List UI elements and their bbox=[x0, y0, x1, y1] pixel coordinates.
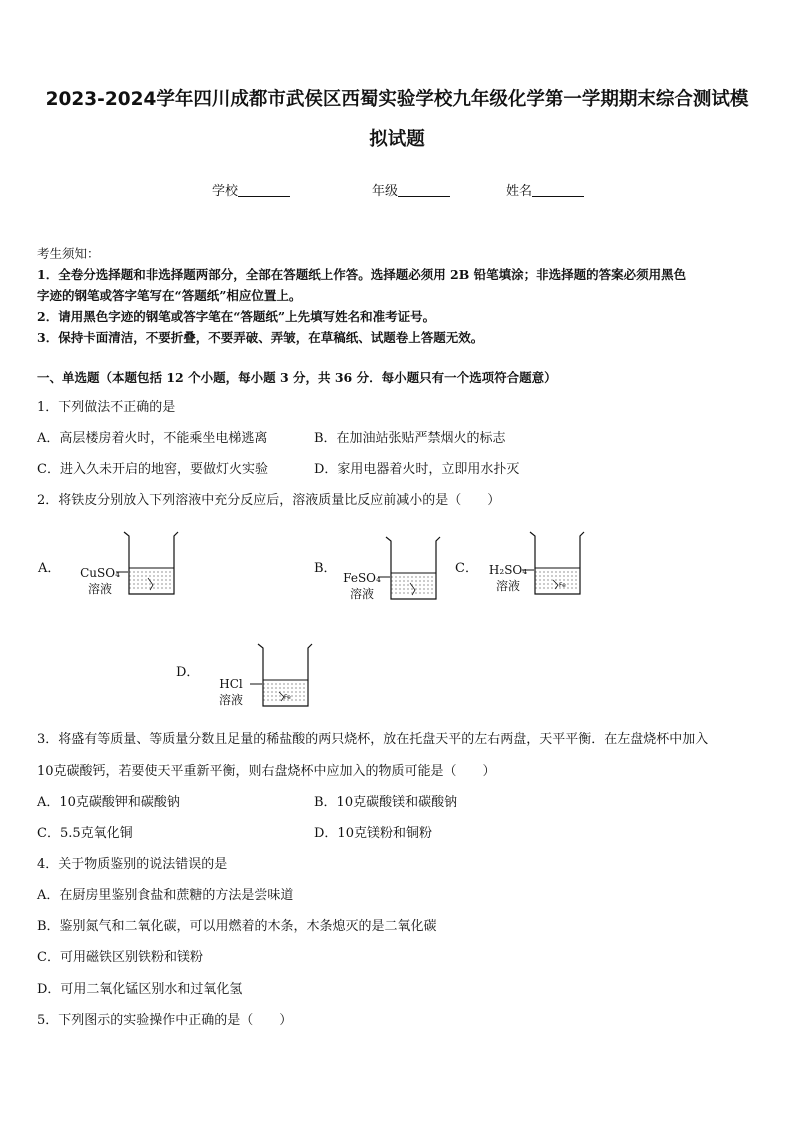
q2-option-b-beaker-diagram[interactable] bbox=[378, 535, 442, 601]
q1-option-a[interactable]: A．高层楼房着火时，不能乘坐电梯逃离 bbox=[37, 431, 268, 446]
q2-option-c-beaker-diagram[interactable] bbox=[522, 530, 586, 596]
q2-option-c-letter[interactable]: C． bbox=[455, 561, 478, 576]
q3-option-d[interactable]: D．10克镁粉和铜粉 bbox=[314, 826, 432, 841]
name-blank[interactable] bbox=[532, 182, 584, 197]
question-3-stem-line1: 3．将盛有等质量、等质量分数且足量的稀盐酸的两只烧杯，放在托盘天平的左右两盘，天平平衡．在左盘烧杯中加入 bbox=[37, 732, 709, 747]
q2-b-word: 溶液 bbox=[349, 587, 374, 601]
q2-d-solute: HCl bbox=[219, 677, 243, 691]
grade-field[interactable] bbox=[372, 180, 450, 199]
notice-item: 3．保持卡面清洁，不要折叠，不要弄破、弄皱，在草稿纸、试题卷上答题无效。 bbox=[37, 330, 484, 345]
grade-blank[interactable] bbox=[398, 182, 450, 197]
q2-option-b-letter[interactable]: B． bbox=[314, 561, 337, 576]
name-field[interactable] bbox=[506, 180, 584, 199]
q4-option-b[interactable]: B．鉴别氮气和二氧化碳，可以用燃着的木条，木条熄灭的是二氧化碳 bbox=[37, 919, 437, 934]
q3-option-b[interactable]: B．10克碳酸镁和碳酸钠 bbox=[314, 795, 458, 810]
q2-option-d-label bbox=[212, 676, 250, 708]
page-title-line2: 拟试题 bbox=[369, 129, 425, 150]
school-field[interactable] bbox=[212, 180, 290, 199]
q2-c-word: 溶液 bbox=[495, 579, 520, 593]
q1-option-c[interactable]: C．进入久未开启的地窖，要做灯火实验 bbox=[37, 462, 268, 477]
q2-a-word: 溶液 bbox=[87, 582, 112, 596]
page-title-line1: 2023-2024学年四川成都市武侯区西蜀实验学校九年级化学第一学期期末综合测试模 bbox=[45, 89, 749, 110]
q2-option-a-beaker-diagram[interactable] bbox=[116, 530, 180, 596]
q1-option-b[interactable]: B．在加油站张贴严禁烟火的标志 bbox=[314, 431, 506, 446]
q2-option-a-letter[interactable]: A． bbox=[38, 561, 61, 576]
q4-option-d[interactable]: D．可用二氧化锰区别水和过氧化氢 bbox=[37, 982, 243, 997]
q4-option-a[interactable]: A．在厨房里鉴别食盐和蔗糖的方法是尝味道 bbox=[37, 888, 294, 903]
school-label: 学校 bbox=[212, 184, 239, 199]
q2-option-d-letter[interactable]: D． bbox=[176, 665, 200, 680]
q2-d-metal-label: Fe bbox=[284, 694, 291, 701]
notice-item: 字迹的钢笔或答字笔写在“答题纸”相应位置上。 bbox=[37, 288, 302, 303]
name-label: 姓名 bbox=[506, 184, 533, 199]
q2-c-metal-label: Fe bbox=[559, 582, 566, 589]
q4-option-c[interactable]: C．可用磁铁区别铁粉和镁粉 bbox=[37, 950, 203, 965]
notice-item: 2．请用黑色字迹的钢笔或答字笔在“答题纸”上先填写姓名和准考证号。 bbox=[37, 309, 436, 324]
question-3-stem-line2: 10克碳酸钙，若要使天平重新平衡，则右盘烧杯中应加入的物质可能是（ ） bbox=[37, 764, 496, 779]
q2-a-solute: CuSO₄ bbox=[80, 566, 120, 580]
q2-d-word: 溶液 bbox=[218, 693, 243, 707]
q1-option-d[interactable]: D．家用电器着火时，立即用水扑灭 bbox=[314, 462, 520, 477]
q3-option-a[interactable]: A．10克碳酸钾和碳酸钠 bbox=[37, 795, 180, 810]
question-4-stem: 4．关于物质鉴别的说法错误的是 bbox=[37, 857, 228, 872]
notice-item: 1．全卷分选择题和非选择题两部分，全部在答题纸上作答。选择题必须用 2B 铅笔填涂；非选择题的答案必须用黑色 bbox=[37, 267, 687, 282]
q2-option-d-beaker-diagram[interactable] bbox=[250, 642, 314, 708]
q3-option-c[interactable]: C．5.5克氧化铜 bbox=[37, 826, 133, 841]
section-heading: 一、单选题（本题包括 12 个小题，每小题 3 分，共 36 分．每小题只有一个选项符合题意） bbox=[37, 370, 557, 385]
q2-c-solute: H₂SO₄ bbox=[488, 563, 528, 577]
notice-heading: 考生须知： bbox=[37, 246, 100, 261]
question-2-stem: 2．将铁皮分别放入下列溶液中充分反应后，溶液质量比反应前减小的是（ ） bbox=[37, 493, 501, 508]
question-1-stem: 1．下列做法不正确的是 bbox=[37, 400, 176, 415]
school-blank[interactable] bbox=[238, 182, 290, 197]
question-5-stem: 5．下列图示的实验操作中正确的是（ ） bbox=[37, 1013, 293, 1028]
exam-notice bbox=[37, 243, 762, 348]
q2-b-solute: FeSO₄ bbox=[343, 571, 381, 585]
student-info-fields bbox=[0, 180, 794, 202]
grade-label: 年级 bbox=[372, 184, 399, 199]
